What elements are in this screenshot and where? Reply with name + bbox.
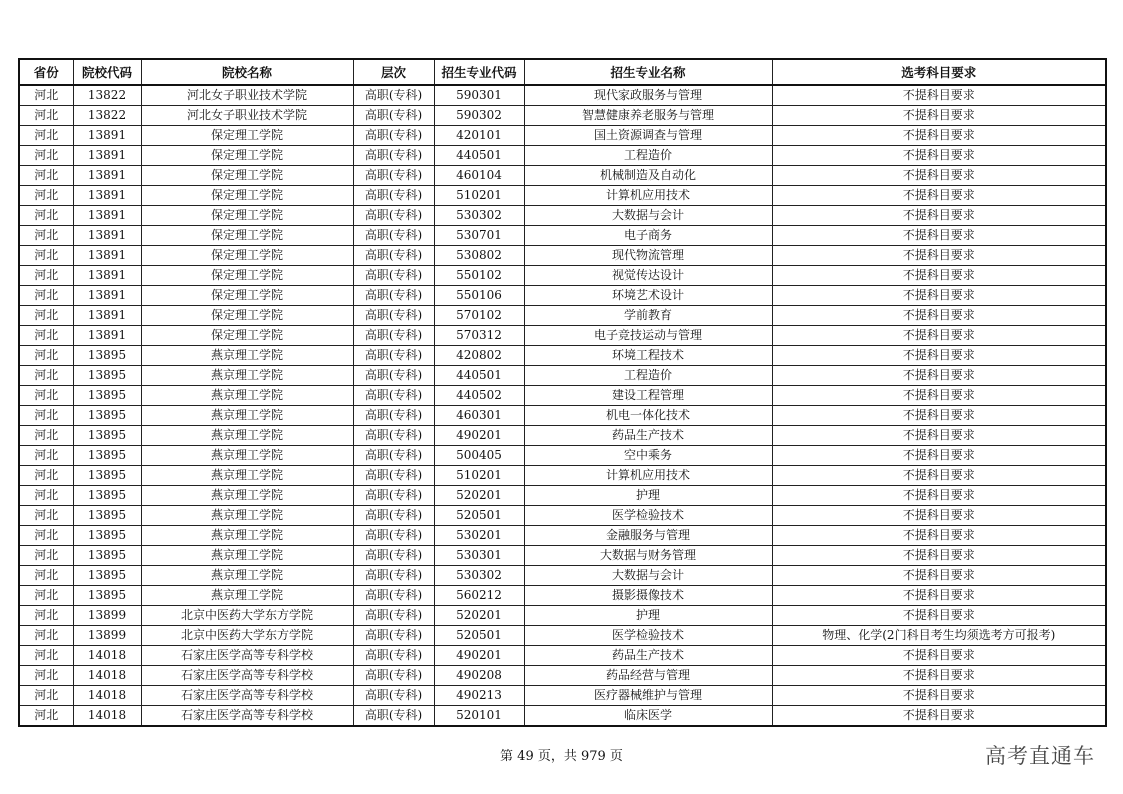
province-cell: 河北	[19, 526, 73, 546]
subject-requirement-cell: 不提科目要求	[772, 286, 1106, 306]
school-name-cell: 石家庄医学高等专科学校	[141, 706, 353, 727]
table-header-row	[19, 59, 1106, 85]
level-cell: 高职(专科)	[353, 286, 434, 306]
level-cell: 高职(专科)	[353, 586, 434, 606]
level-cell: 高职(专科)	[353, 246, 434, 266]
school-code-cell: 13822	[73, 85, 141, 106]
school-name-cell: 燕京理工学院	[141, 406, 353, 426]
major-name-cell: 摄影摄像技术	[524, 586, 772, 606]
school-code-cell: 13822	[73, 106, 141, 126]
school-name-cell: 保定理工学院	[141, 286, 353, 306]
level-cell: 高职(专科)	[353, 606, 434, 626]
province-cell: 河北	[19, 426, 73, 446]
province-cell: 河北	[19, 226, 73, 246]
table-row	[19, 566, 1106, 586]
subject-requirement-cell: 不提科目要求	[772, 126, 1106, 146]
table-row	[19, 146, 1106, 166]
level-cell: 高职(专科)	[353, 566, 434, 586]
subject-requirement-cell: 不提科目要求	[772, 346, 1106, 366]
major-name-cell: 智慧健康养老服务与管理	[524, 106, 772, 126]
province-cell: 河北	[19, 126, 73, 146]
subject-requirement-cell: 不提科目要求	[772, 166, 1106, 186]
province-cell: 河北	[19, 686, 73, 706]
province-cell: 河北	[19, 266, 73, 286]
column-header: 选考科目要求	[772, 59, 1106, 85]
province-cell: 河北	[19, 466, 73, 486]
school-code-cell: 13891	[73, 166, 141, 186]
school-code-cell: 13895	[73, 466, 141, 486]
school-code-cell: 13891	[73, 246, 141, 266]
school-name-cell: 燕京理工学院	[141, 466, 353, 486]
table-row	[19, 426, 1106, 446]
school-name-cell: 北京中医药大学东方学院	[141, 606, 353, 626]
table-row	[19, 486, 1106, 506]
subject-requirement-cell: 不提科目要求	[772, 646, 1106, 666]
level-cell: 高职(专科)	[353, 526, 434, 546]
table-body	[19, 85, 1106, 726]
subject-requirement-cell: 不提科目要求	[772, 266, 1106, 286]
province-cell: 河北	[19, 106, 73, 126]
major-code-cell: 530802	[434, 246, 524, 266]
school-name-cell: 北京中医药大学东方学院	[141, 626, 353, 646]
column-header: 院校代码	[73, 59, 141, 85]
major-name-cell: 现代物流管理	[524, 246, 772, 266]
subject-requirement-cell: 不提科目要求	[772, 606, 1106, 626]
major-code-cell: 590301	[434, 85, 524, 106]
level-cell: 高职(专科)	[353, 346, 434, 366]
major-name-cell: 药品生产技术	[524, 426, 772, 446]
major-name-cell: 医学检验技术	[524, 626, 772, 646]
level-cell: 高职(专科)	[353, 146, 434, 166]
admission-table	[18, 58, 1107, 727]
column-header: 招生专业代码	[434, 59, 524, 85]
table-row	[19, 226, 1106, 246]
table-row	[19, 586, 1106, 606]
major-name-cell: 空中乘务	[524, 446, 772, 466]
major-name-cell: 大数据与会计	[524, 206, 772, 226]
school-name-cell: 燕京理工学院	[141, 386, 353, 406]
province-cell: 河北	[19, 85, 73, 106]
province-cell: 河北	[19, 606, 73, 626]
major-name-cell: 视觉传达设计	[524, 266, 772, 286]
level-cell: 高职(专科)	[353, 546, 434, 566]
subject-requirement-cell: 不提科目要求	[772, 226, 1106, 246]
level-cell: 高职(专科)	[353, 506, 434, 526]
school-name-cell: 燕京理工学院	[141, 586, 353, 606]
school-name-cell: 石家庄医学高等专科学校	[141, 686, 353, 706]
page-number: 第 49 页，共 979 页	[500, 749, 623, 764]
level-cell: 高职(专科)	[353, 466, 434, 486]
province-cell: 河北	[19, 326, 73, 346]
table-row	[19, 406, 1106, 426]
school-name-cell: 保定理工学院	[141, 326, 353, 346]
subject-requirement-cell: 不提科目要求	[772, 566, 1106, 586]
major-name-cell: 工程造价	[524, 146, 772, 166]
major-code-cell: 520201	[434, 486, 524, 506]
school-code-cell: 13899	[73, 626, 141, 646]
level-cell: 高职(专科)	[353, 626, 434, 646]
province-cell: 河北	[19, 386, 73, 406]
school-code-cell: 13891	[73, 326, 141, 346]
school-code-cell: 13895	[73, 346, 141, 366]
subject-requirement-cell: 不提科目要求	[772, 206, 1106, 226]
school-name-cell: 石家庄医学高等专科学校	[141, 646, 353, 666]
province-cell: 河北	[19, 446, 73, 466]
level-cell: 高职(专科)	[353, 426, 434, 446]
table-row	[19, 166, 1106, 186]
major-name-cell: 药品生产技术	[524, 646, 772, 666]
table-row	[19, 106, 1106, 126]
major-name-cell: 国土资源调查与管理	[524, 126, 772, 146]
school-name-cell: 燕京理工学院	[141, 346, 353, 366]
level-cell: 高职(专科)	[353, 666, 434, 686]
table-row	[19, 286, 1106, 306]
subject-requirement-cell: 不提科目要求	[772, 506, 1106, 526]
subject-requirement-cell: 不提科目要求	[772, 546, 1106, 566]
level-cell: 高职(专科)	[353, 706, 434, 727]
major-code-cell: 440502	[434, 386, 524, 406]
school-name-cell: 燕京理工学院	[141, 506, 353, 526]
province-cell: 河北	[19, 186, 73, 206]
school-name-cell: 燕京理工学院	[141, 486, 353, 506]
major-name-cell: 电子竞技运动与管理	[524, 326, 772, 346]
table-row	[19, 386, 1106, 406]
province-cell: 河北	[19, 506, 73, 526]
school-name-cell: 燕京理工学院	[141, 566, 353, 586]
table-row	[19, 626, 1106, 646]
province-cell: 河北	[19, 406, 73, 426]
major-code-cell: 490201	[434, 426, 524, 446]
major-name-cell: 机械制造及自动化	[524, 166, 772, 186]
watermark-text: 高考直通车	[985, 744, 1095, 768]
school-code-cell: 14018	[73, 706, 141, 727]
column-header: 层次	[353, 59, 434, 85]
school-code-cell: 13895	[73, 506, 141, 526]
subject-requirement-cell: 不提科目要求	[772, 366, 1106, 386]
table-row	[19, 306, 1106, 326]
level-cell: 高职(专科)	[353, 126, 434, 146]
level-cell: 高职(专科)	[353, 226, 434, 246]
major-code-cell: 420101	[434, 126, 524, 146]
major-name-cell: 计算机应用技术	[524, 466, 772, 486]
major-code-cell: 530301	[434, 546, 524, 566]
table-row	[19, 266, 1106, 286]
major-code-cell: 490213	[434, 686, 524, 706]
major-code-cell: 530701	[434, 226, 524, 246]
province-cell: 河北	[19, 286, 73, 306]
table-row	[19, 346, 1106, 366]
subject-requirement-cell: 不提科目要求	[772, 306, 1106, 326]
school-code-cell: 13895	[73, 486, 141, 506]
school-code-cell: 13891	[73, 146, 141, 166]
major-name-cell: 医疗器械维护与管理	[524, 686, 772, 706]
level-cell: 高职(专科)	[353, 186, 434, 206]
school-code-cell: 13895	[73, 526, 141, 546]
school-name-cell: 燕京理工学院	[141, 546, 353, 566]
subject-requirement-cell: 不提科目要求	[772, 246, 1106, 266]
province-cell: 河北	[19, 306, 73, 326]
level-cell: 高职(专科)	[353, 166, 434, 186]
major-name-cell: 大数据与财务管理	[524, 546, 772, 566]
school-name-cell: 燕京理工学院	[141, 366, 353, 386]
table-row	[19, 546, 1106, 566]
school-code-cell: 13895	[73, 586, 141, 606]
province-cell: 河北	[19, 586, 73, 606]
major-code-cell: 550106	[434, 286, 524, 306]
major-code-cell: 520201	[434, 606, 524, 626]
subject-requirement-cell: 不提科目要求	[772, 326, 1106, 346]
major-code-cell: 530302	[434, 206, 524, 226]
level-cell: 高职(专科)	[353, 326, 434, 346]
major-code-cell: 440501	[434, 366, 524, 386]
level-cell: 高职(专科)	[353, 686, 434, 706]
school-code-cell: 13895	[73, 406, 141, 426]
level-cell: 高职(专科)	[353, 386, 434, 406]
table-row	[19, 506, 1106, 526]
school-name-cell: 保定理工学院	[141, 166, 353, 186]
level-cell: 高职(专科)	[353, 306, 434, 326]
major-code-cell: 550102	[434, 266, 524, 286]
table-row	[19, 686, 1106, 706]
major-name-cell: 护理	[524, 486, 772, 506]
level-cell: 高职(专科)	[353, 646, 434, 666]
major-code-cell: 520501	[434, 626, 524, 646]
school-code-cell: 13891	[73, 226, 141, 246]
school-name-cell: 保定理工学院	[141, 206, 353, 226]
table-row	[19, 126, 1106, 146]
school-code-cell: 13891	[73, 266, 141, 286]
level-cell: 高职(专科)	[353, 406, 434, 426]
major-name-cell: 药品经营与管理	[524, 666, 772, 686]
column-header: 省份	[19, 59, 73, 85]
subject-requirement-cell: 不提科目要求	[772, 85, 1106, 106]
school-name-cell: 保定理工学院	[141, 306, 353, 326]
major-name-cell: 大数据与会计	[524, 566, 772, 586]
admission-table-container	[18, 58, 1105, 727]
subject-requirement-cell: 不提科目要求	[772, 406, 1106, 426]
major-name-cell: 环境工程技术	[524, 346, 772, 366]
school-name-cell: 河北女子职业技术学院	[141, 85, 353, 106]
school-code-cell: 13891	[73, 186, 141, 206]
major-name-cell: 金融服务与管理	[524, 526, 772, 546]
major-code-cell: 490201	[434, 646, 524, 666]
major-name-cell: 学前教育	[524, 306, 772, 326]
major-code-cell: 590302	[434, 106, 524, 126]
subject-requirement-cell: 不提科目要求	[772, 526, 1106, 546]
major-code-cell: 570312	[434, 326, 524, 346]
school-code-cell: 13891	[73, 126, 141, 146]
school-code-cell: 13891	[73, 306, 141, 326]
province-cell: 河北	[19, 346, 73, 366]
school-code-cell: 13895	[73, 566, 141, 586]
province-cell: 河北	[19, 166, 73, 186]
school-code-cell: 14018	[73, 666, 141, 686]
school-code-cell: 13891	[73, 206, 141, 226]
school-code-cell: 13895	[73, 546, 141, 566]
province-cell: 河北	[19, 666, 73, 686]
school-code-cell: 13895	[73, 366, 141, 386]
major-code-cell: 530302	[434, 566, 524, 586]
major-code-cell: 510201	[434, 466, 524, 486]
table-row	[19, 606, 1106, 626]
school-code-cell: 14018	[73, 646, 141, 666]
major-code-cell: 570102	[434, 306, 524, 326]
major-name-cell: 临床医学	[524, 706, 772, 727]
school-name-cell: 石家庄医学高等专科学校	[141, 666, 353, 686]
column-header: 招生专业名称	[524, 59, 772, 85]
major-code-cell: 460104	[434, 166, 524, 186]
school-name-cell: 保定理工学院	[141, 186, 353, 206]
level-cell: 高职(专科)	[353, 106, 434, 126]
level-cell: 高职(专科)	[353, 446, 434, 466]
school-name-cell: 保定理工学院	[141, 226, 353, 246]
school-code-cell: 13895	[73, 386, 141, 406]
level-cell: 高职(专科)	[353, 85, 434, 106]
school-code-cell: 13891	[73, 286, 141, 306]
major-name-cell: 医学检验技术	[524, 506, 772, 526]
school-name-cell: 保定理工学院	[141, 246, 353, 266]
table-row	[19, 666, 1106, 686]
school-name-cell: 燕京理工学院	[141, 426, 353, 446]
table-row	[19, 646, 1106, 666]
school-name-cell: 保定理工学院	[141, 266, 353, 286]
province-cell: 河北	[19, 566, 73, 586]
table-row	[19, 85, 1106, 106]
province-cell: 河北	[19, 366, 73, 386]
major-code-cell: 530201	[434, 526, 524, 546]
school-code-cell: 13899	[73, 606, 141, 626]
subject-requirement-cell: 不提科目要求	[772, 386, 1106, 406]
table-row	[19, 446, 1106, 466]
province-cell: 河北	[19, 646, 73, 666]
major-name-cell: 建设工程管理	[524, 386, 772, 406]
table-row	[19, 326, 1106, 346]
table-row	[19, 706, 1106, 727]
major-code-cell: 520501	[434, 506, 524, 526]
table-row	[19, 186, 1106, 206]
subject-requirement-cell: 不提科目要求	[772, 146, 1106, 166]
major-code-cell: 460301	[434, 406, 524, 426]
subject-requirement-cell: 不提科目要求	[772, 706, 1106, 727]
subject-requirement-cell: 不提科目要求	[772, 466, 1106, 486]
subject-requirement-cell: 不提科目要求	[772, 586, 1106, 606]
major-code-cell: 490208	[434, 666, 524, 686]
major-name-cell: 现代家政服务与管理	[524, 85, 772, 106]
province-cell: 河北	[19, 706, 73, 727]
subject-requirement-cell: 物理、化学(2门科目考生均须选考方可报考)	[772, 626, 1106, 646]
level-cell: 高职(专科)	[353, 266, 434, 286]
subject-requirement-cell: 不提科目要求	[772, 426, 1106, 446]
subject-requirement-cell: 不提科目要求	[772, 186, 1106, 206]
table-row	[19, 366, 1106, 386]
major-code-cell: 520101	[434, 706, 524, 727]
school-name-cell: 燕京理工学院	[141, 446, 353, 466]
province-cell: 河北	[19, 246, 73, 266]
subject-requirement-cell: 不提科目要求	[772, 666, 1106, 686]
school-name-cell: 河北女子职业技术学院	[141, 106, 353, 126]
school-code-cell: 13895	[73, 446, 141, 466]
school-name-cell: 保定理工学院	[141, 146, 353, 166]
level-cell: 高职(专科)	[353, 366, 434, 386]
school-name-cell: 保定理工学院	[141, 126, 353, 146]
subject-requirement-cell: 不提科目要求	[772, 446, 1106, 466]
school-code-cell: 13895	[73, 426, 141, 446]
province-cell: 河北	[19, 146, 73, 166]
table-row	[19, 246, 1106, 266]
table-row	[19, 466, 1106, 486]
major-name-cell: 护理	[524, 606, 772, 626]
province-cell: 河北	[19, 546, 73, 566]
major-name-cell: 电子商务	[524, 226, 772, 246]
province-cell: 河北	[19, 206, 73, 226]
school-name-cell: 燕京理工学院	[141, 526, 353, 546]
school-code-cell: 14018	[73, 686, 141, 706]
major-name-cell: 计算机应用技术	[524, 186, 772, 206]
major-name-cell: 机电一体化技术	[524, 406, 772, 426]
level-cell: 高职(专科)	[353, 486, 434, 506]
major-code-cell: 510201	[434, 186, 524, 206]
table-row	[19, 526, 1106, 546]
major-code-cell: 420802	[434, 346, 524, 366]
subject-requirement-cell: 不提科目要求	[772, 106, 1106, 126]
province-cell: 河北	[19, 626, 73, 646]
province-cell: 河北	[19, 486, 73, 506]
major-code-cell: 440501	[434, 146, 524, 166]
level-cell: 高职(专科)	[353, 206, 434, 226]
subject-requirement-cell: 不提科目要求	[772, 486, 1106, 506]
major-code-cell: 560212	[434, 586, 524, 606]
major-name-cell: 环境艺术设计	[524, 286, 772, 306]
table-row	[19, 206, 1106, 226]
major-name-cell: 工程造价	[524, 366, 772, 386]
major-code-cell: 500405	[434, 446, 524, 466]
subject-requirement-cell: 不提科目要求	[772, 686, 1106, 706]
column-header: 院校名称	[141, 59, 353, 85]
